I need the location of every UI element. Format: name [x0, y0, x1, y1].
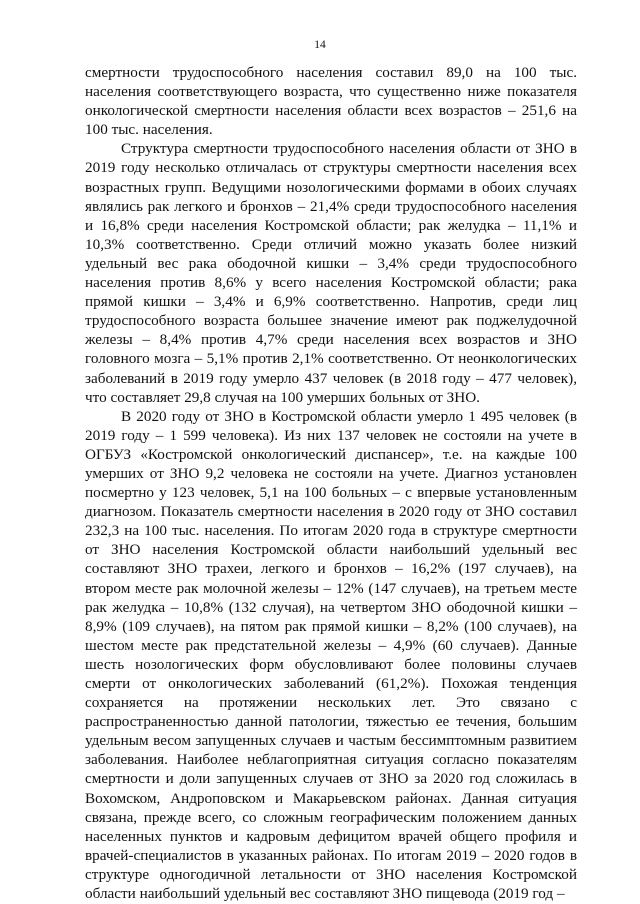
document-body: [85, 63, 577, 903]
paragraph-continuation: смертности трудоспособного населения составил 89,0 на 100 тыс. населения соответствующего возраста, что существенно ниже показателя онкологической смертности населения области всех возрастов – 251,6 на 100 тыс. населения.: [85, 64, 577, 139]
paragraph-working-age-mortality-structure: Структура смертности трудоспособного населения области от ЗНО в 2019 году несколько отличалась от структуры смертности населения всех возрастных групп. Ведущими нозологическими формами в обоих случаях являлись рак легкого и бронхов – 21,4% среди трудоспособного населения и 16,8% среди населения Костромской области; рак желудка – 11,1% и 10,3% соответственно. Среди отличий можно указать более низкий удельный вес рака ободочной кишки – 3,4% среди трудоспособного населения против 8,6% у всего населения Костромской области; рака прямой кишки – 3,4% и 6,9% соответственно. Напротив, среди лиц трудоспособного возраста большее значение имеют рак поджелудочной железы – 8,4% против 4,7% среди населения всех возрастов и ЗНО головного мозга – 5,1% против 2,1% соответственно. От неонкологических заболеваний в 2019 году умерло 437 человек (в 2018 году – 477 человек), что составляет 29,8 случая на 100 умерших больных от ЗНО.: [85, 140, 577, 406]
paragraph-2020-mortality: В 2020 году от ЗНО в Костромской области умерло 1 495 человек (в 2019 году – 1 599 человека). Из них 137 человек не состояли на учете в ОГБУЗ «Костромской онкологический диспансер», т.е. на каждые 100 умерших от ЗНО 9,2 человека не состояли на учете. Диагноз установлен посмертно у 123 человек, 5,1 на 100 больных – с впервые установленным диагнозом. Показатель смертности населения в 2020 году от ЗНО составил 232,3 на 100 тыс. населения. По итогам 2020 года в структуре смертности от ЗНО населения Костромской области наибольший удельный вес составляют ЗНО трахеи, легкого и бронхов – 16,2% (197 случаев), на втором месте рак молочной железы – 12% (147 случаев), на третьем месте рак желудка – 10,8% (132 случая), на четвертом ЗНО ободочной кишки – 8,9% (109 случаев), на пятом рак прямой кишки – 8,2% (100 случаев), на шестом месте рак предстательной железы – 4,9% (60 случаев). Данные шесть нозологических форм обусловливают более половины случаев смерти от онкологических заболеваний (61,2%). Похожая тенденция сохраняется на протяжении нескольких лет. Это связано с распространенностью данной патологии, тяжестью ее течения, большим удельным весом запущенных случаев и частым бессимптомным развитием заболевания. Наиболее неблагоприятная ситуация согласно показателям смертности и доли запущенных случаев от ЗНО за 2020 год сложилась в Вохомском, Андроповском и Макарьевском районах. Данная ситуация связана, прежде всего, со сложным географическим положением данных населенных пунктов и кадровым дефицитом врачей общего профиля и врачей-специалистов в указанных районах. По итогам 2019 – 2020 годов в структуре одногодичной летальности от ЗНО населения Костромской области наибольший удельный вес составляют ЗНО пищевода (2019 год –: [85, 407, 577, 903]
page-number: 14: [314, 39, 326, 51]
